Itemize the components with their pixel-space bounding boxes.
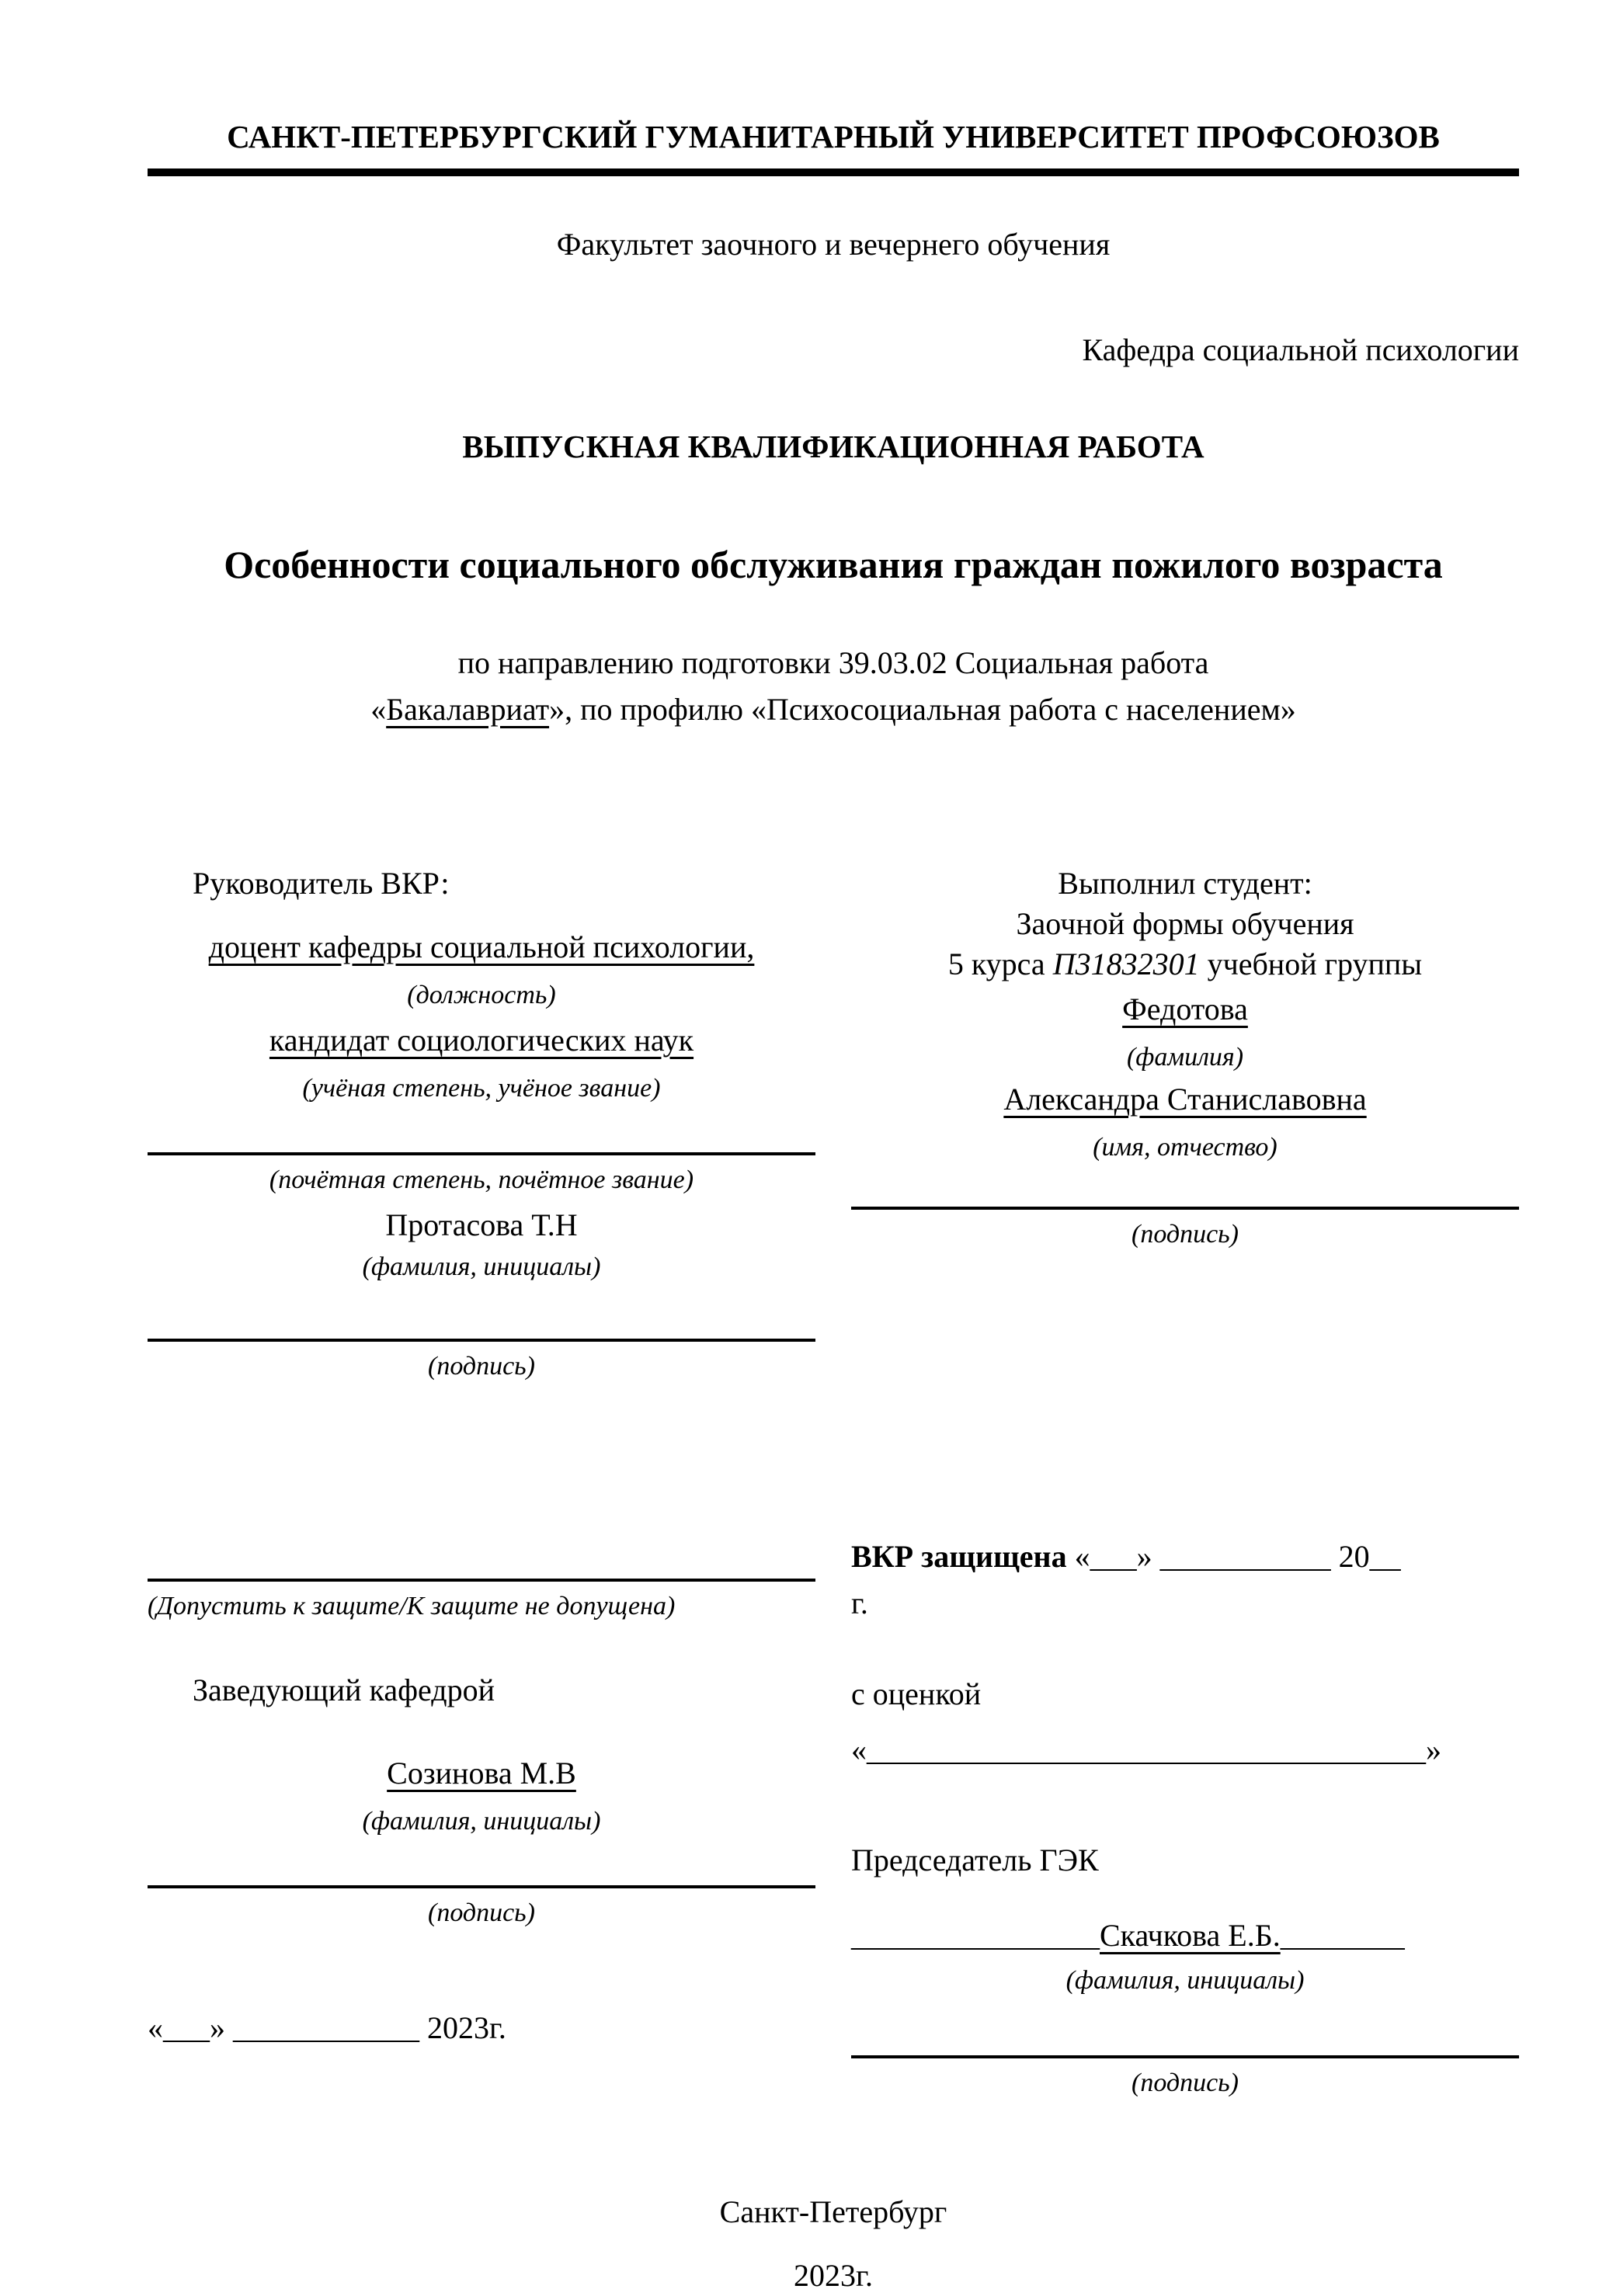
- student-surname: Федотова: [1122, 991, 1248, 1026]
- student-signature-caption: (подпись): [1132, 1219, 1239, 1249]
- department-head-name: Созинова М.В: [387, 1755, 576, 1791]
- department-head-name-caption: (фамилия, инициалы): [362, 1806, 601, 1836]
- student-surname-caption: (фамилия): [1126, 1042, 1244, 1072]
- direction-quote-open: «: [370, 691, 387, 727]
- grade-blank-line: «____________________________________»: [851, 1732, 1441, 1767]
- department-head-title: Заведующий кафедрой: [193, 1672, 495, 1707]
- gek-chair-name-caption: (фамилия, инициалы): [1065, 1965, 1305, 1995]
- footer-year: 2023г.: [794, 2257, 873, 2293]
- department-head-signature-line: [148, 1854, 815, 1888]
- admission-line: [148, 1579, 815, 1582]
- degree-underlined: Бакалавриат: [386, 691, 550, 727]
- university-name: САНКТ-ПЕТЕРБУРГСКИЙ ГУМАНИТАРНЫЙ УНИВЕРСИТЕТ ПРОФСОЮЗОВ: [227, 119, 1440, 155]
- defense-statement: [851, 1530, 1519, 1583]
- department-head-signature-caption: (подпись): [428, 1898, 535, 1927]
- supervisor-signature-caption: (подпись): [428, 1352, 535, 1381]
- student-study-form: Заочной формы обучения: [1016, 905, 1354, 941]
- direction-line2: [148, 686, 1519, 733]
- student-heading: Выполнил студент:: [1058, 865, 1312, 901]
- supervisor-block: [148, 863, 815, 1384]
- gek-chair-title: Председатель ГЭК: [851, 1842, 1099, 1877]
- student-group-line: [851, 944, 1519, 985]
- gek-chair-signature-caption: (подпись): [1132, 2068, 1239, 2097]
- defense-block: [851, 1530, 1519, 2100]
- supervisor-signature-line: [148, 1308, 815, 1342]
- gek-chair-line-prefix: ________________: [851, 1917, 1100, 1953]
- thesis-title: Особенности социального обслуживания граждан пожилого возраста: [224, 542, 1443, 586]
- footer-block: [148, 2192, 1519, 2296]
- approval-row: [148, 1530, 1519, 2100]
- faculty-line: Факультет заочного и вечернего обучения: [556, 227, 1111, 262]
- supervisor-position: доцент кафедры социальной психологии,: [208, 929, 755, 964]
- admission-block: [148, 1530, 815, 2100]
- signatories-row: [148, 863, 1519, 1384]
- defense-statement-rest: «___» ___________ 20__: [1066, 1538, 1401, 1574]
- gek-chair-line-suffix: ________: [1280, 1917, 1405, 1953]
- supervisor-position-caption: (должность): [407, 980, 556, 1009]
- student-group-prefix: 5 курса: [947, 946, 1053, 981]
- admission-caption: (Допустить к защите/К защите не допущена): [148, 1591, 676, 1620]
- gek-chair-name: Скачкова Е.Б.: [1100, 1917, 1281, 1953]
- student-signature-line: [851, 1176, 1519, 1210]
- grade-label: с оценкой: [851, 1676, 982, 1711]
- supervisor-name: Протасова Т.Н: [385, 1207, 578, 1243]
- gek-chair-name-line: [851, 1916, 1519, 1956]
- defense-year-suffix: г.: [851, 1585, 868, 1620]
- student-block: [851, 863, 1519, 1384]
- header-rule: [148, 168, 1519, 176]
- supervisor-name-caption: (фамилия, инициалы): [362, 1252, 601, 1282]
- work-type-heading: ВЫПУСКНАЯ КВАЛИФИКАЦИОННАЯ РАБОТА: [462, 429, 1204, 465]
- admission-date-line: «___» ____________ 2023г.: [148, 2010, 506, 2046]
- student-group-number: П31832301: [1052, 946, 1200, 981]
- supervisor-degree: кандидат социологических наук: [269, 1022, 694, 1058]
- gek-chair-signature-line: [851, 2024, 1519, 2058]
- direction-block: [148, 640, 1519, 733]
- department-line: Кафедра социальной психологии: [1082, 332, 1519, 368]
- supervisor-heading: Руководитель ВКР:: [193, 865, 450, 901]
- footer-city: Санкт-Петербург: [719, 2194, 947, 2229]
- student-name: Александра Станиславовна: [1003, 1081, 1367, 1117]
- supervisor-honorary-caption: (почётная степень, почётное звание): [269, 1165, 694, 1194]
- direction-line1: по направлению подготовки 39.03.02 Социальная работа: [457, 644, 1209, 680]
- student-name-caption: (имя, отчество): [1093, 1132, 1278, 1162]
- student-group-suffix: учебной группы: [1199, 946, 1423, 981]
- defense-statement-bold: ВКР защищена: [851, 1538, 1067, 1574]
- supervisor-honorary-line: [148, 1121, 815, 1155]
- supervisor-degree-caption: (учёная степень, учёное звание): [302, 1073, 661, 1103]
- direction-line2-rest: », по профилю «Психосоциальная работа с населением»: [549, 691, 1296, 727]
